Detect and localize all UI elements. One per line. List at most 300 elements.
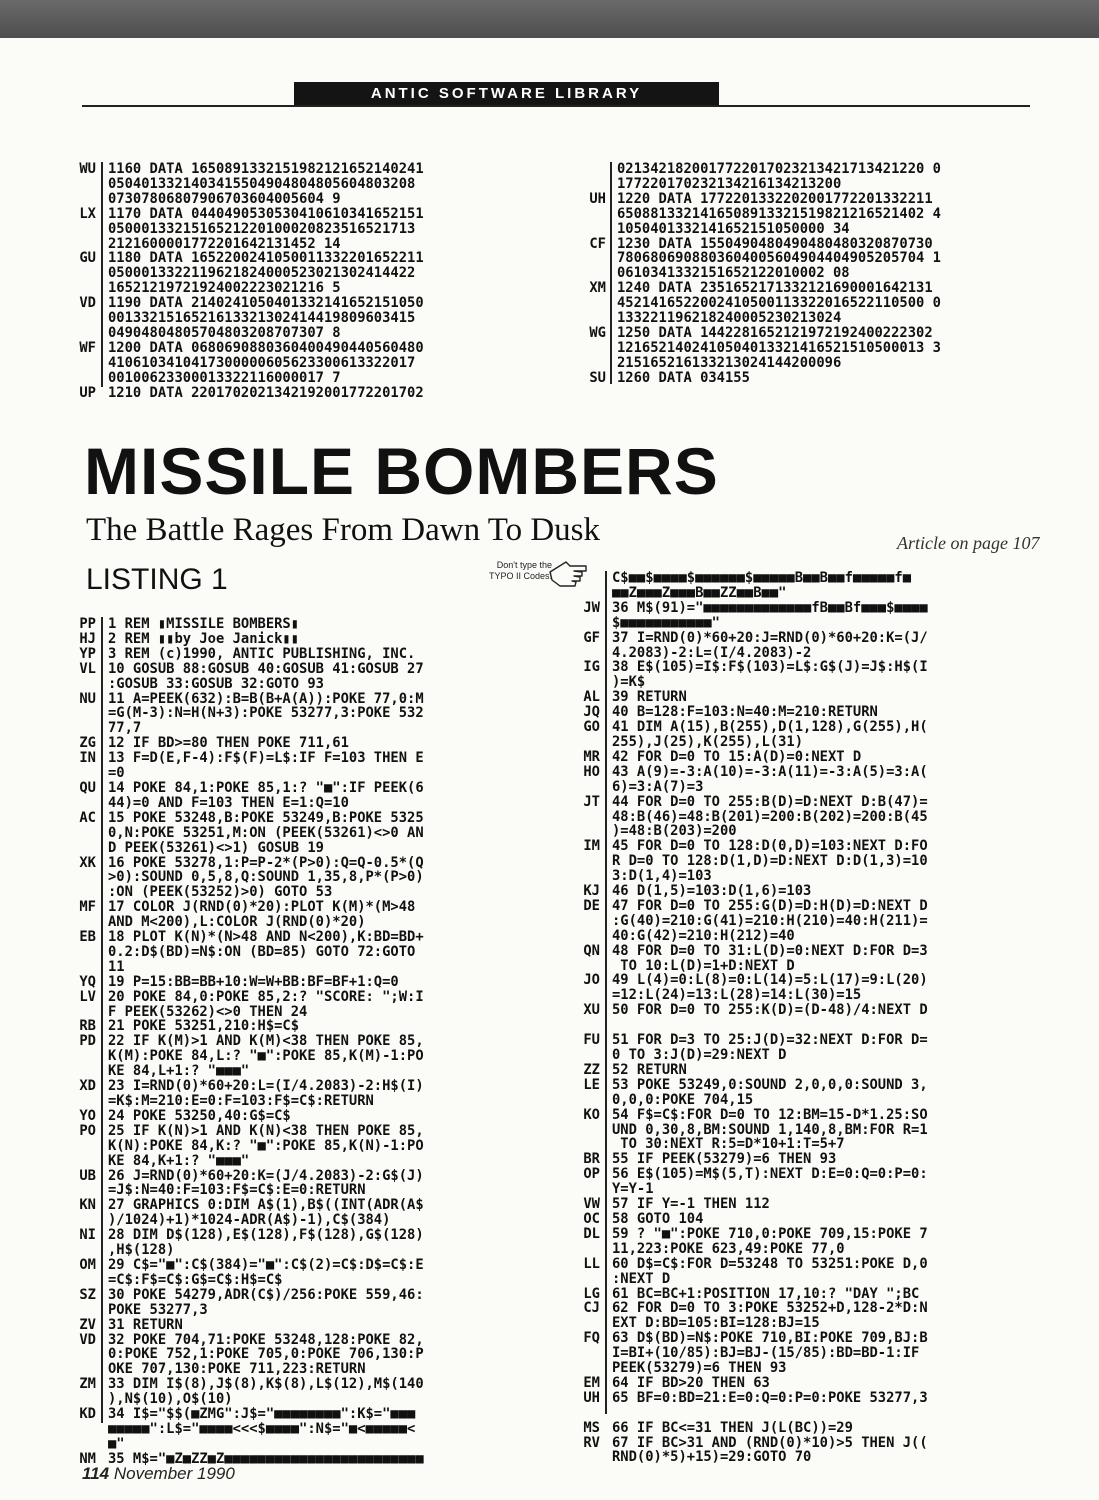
typo-code [56,1213,96,1228]
code-line: 41 DIM A(15),B(255),D(1,128),G(255),H( [612,719,928,736]
typo-code [560,586,600,601]
typo-code [56,1243,96,1258]
code-line: =K$:M=210:E=0:F=103:F$=C$:RETURN [108,1093,374,1109]
typo-code [560,780,600,795]
typo-code: PP [79,616,96,632]
typo-code: MS [583,1419,600,1436]
code-line: =0 [108,765,125,782]
code-line: 60 D$=C$:FOR D=53248 TO 53251:POKE D,0 [612,1255,928,1272]
code-line: 1 REM ▮MISSILE BOMBERS▮ [108,616,300,632]
code-line: 1210 DATA 2201702021342192001772201702 [108,384,424,401]
code-line: OKE 707,130:POKE 711,223:RETURN [108,1361,366,1378]
typo-code [56,841,96,856]
typo-code: OM [79,1256,96,1273]
code-line: >0):SOUND 0,5,8,Q:SOUND 1,35,8,P*(P>0) [108,869,424,886]
code-line: TO 30:NEXT R:5=D*10+1:T=5+7 [612,1136,845,1153]
code-line: 1240 DATA 2351652171332121690001642131 [617,280,933,297]
typo-code: SZ [79,1286,96,1303]
typo-code: VW [583,1196,600,1213]
code-line: 36 M$(91)="■■■■■■■■■■■■■fB■■Bf■■■$■■■■ [612,599,928,616]
code-line: 77,7 [108,720,142,737]
code-line: 33 DIM I$(8),J$(8),K$(8),L$(12),M$(140 [108,1376,424,1393]
article-title: MISSILE BOMBERS [84,434,719,508]
code-line: :G(40)=210:G(41)=210:H(210)=40:H(211)= [612,912,928,929]
code-line: 67 IF BC>31 AND (RND(0)*10)>5 THEN J(( [612,1434,928,1451]
typo-code [56,1303,96,1318]
code-line: 1220 DATA 1772201332202001772201332211 [617,190,933,207]
top-gray-bar [0,0,1099,38]
typo-code [56,281,96,296]
code-line: I=BI+(10/85):BJ=BJ-(15/85):BD=BD-1:IF [612,1345,920,1362]
typo-code: JQ [583,704,600,721]
typo-code: DL [583,1225,600,1242]
code-line: 34 I$="$$(■ZMG":J$="■■■■■■■■":K$="■■■ [108,1406,416,1423]
code-line: =G(M-3):N=H(N+3):POKE 53277,3:POKE 532 [108,705,424,722]
typo-code: KD [79,1406,96,1423]
code-line: 6508813321416508913321519821216521402 4 [617,205,941,222]
typo-code [560,1018,600,1033]
typo-code [56,311,96,326]
typo-code [566,356,606,371]
typo-code: HO [583,763,600,780]
code-line: 04904804805704803208707307 8 [108,324,341,341]
typo-code [56,677,96,692]
typo-code [560,959,600,974]
typo-code: VD [79,1331,96,1348]
typo-code: YO [79,1107,96,1124]
code-line: 29 C$="■":C$(384)="■":C$(2)=C$:D$=C$:E [108,1256,424,1273]
typo-code: JT [583,793,600,810]
code-line: RND(0)*5)+15)=29:GOTO 70 [612,1449,812,1466]
issue-date: November 1990 [113,1464,235,1483]
code-line: D PEEK(53261)<>1) GOSUB 19 [108,839,324,856]
code-line: 0.2:D$(BD)=N$:ON (BD=85) GOTO 72:GOTO [108,943,416,960]
typo-code: YQ [79,973,96,990]
code-line: 44)=0 AND F=103 THEN E=1:Q=10 [108,794,349,811]
code-line: 3 REM (c)1990, ANTIC PUBLISHING, INC. [108,645,416,662]
code-line: ■■Z■■■Z■■■B■■ZZ■■B■■" [612,584,787,601]
page-footer [82,1464,235,1484]
typo-code [566,177,606,192]
code-line: 1180 DATA 1652200241050011332201652211 [108,250,424,267]
code-line: 55 IF PEEK(53279)=6 THEN 93 [612,1151,837,1168]
code-line: 37 I=RND(0)*60+20:J=RND(0)*60+20:K=(J/ [612,629,928,646]
typo-code: MF [79,899,96,916]
typo-code: WG [589,324,606,341]
typo-code [56,326,96,341]
code-line: 12 IF BD>=80 THEN POKE 711,61 [108,735,349,752]
code-line: =12:L(24)=13:L(28)=14:L(30)=15 [612,987,862,1004]
typo-code [566,341,606,356]
code-line: 48 FOR D=0 TO 31:L(D)=0:NEXT D:FOR D=3 [612,942,928,959]
code-line: 00100623300013322116000017 7 [108,369,341,386]
code-line: $■■■■■■■■■■■" [612,614,720,631]
code-line: 1160 DATA 1650891332151982121652140241 [108,161,424,177]
typo-code: GU [79,250,96,267]
code-line: 1170 DATA 0440490530530410610341652151 [108,205,424,222]
typo-code: OP [583,1166,600,1183]
typo-codes-top-left [56,162,96,401]
code-line: 63 D$(BD)=N$:POKE 710,BI:POKE 709,BJ:B [612,1330,928,1347]
typo-code: KJ [583,883,600,900]
typo-code: KN [79,1197,96,1214]
code-line: 1260 DATA 034155 [617,369,750,386]
typo-code: GF [583,629,600,646]
code-line: 0:POKE 752,1:POKE 705,0:POKE 706,130:P [108,1346,424,1363]
code-line: ,H$(128) [108,1242,175,1259]
typo-code [56,1139,96,1154]
typo-code: WU [79,161,96,177]
typo-code: WF [79,339,96,356]
typo-code: YP [79,645,96,662]
code-line: 19 P=15:BB=BB+10:W=W+BB:BF=BF+1:Q=0 [108,973,399,990]
typo-code: VL [79,660,96,677]
code-line: 215165216133213024144200096 [617,354,842,371]
code-line: 14 POKE 84,1:POKE 85,1:? "■":IF PEEK(6 [108,779,424,796]
article-page-reference: Article on page 107 [897,533,1040,553]
typo-code: VD [79,295,96,312]
code-line: R D=0 TO 128:D(1,D)=D:NEXT D:D(1,3)=10 [612,853,928,870]
code-line: 15 POKE 53248,B:POKE 53249,B:POKE 5325 [108,809,424,826]
basic-listing-left [108,617,424,1467]
typo-code: LX [79,205,96,222]
typo-code: ZM [79,1376,96,1393]
code-line: EXT D:BD=105:BI=128:BJ=15 [612,1315,820,1332]
typo-code [560,1361,600,1376]
basic-listing-right [612,571,928,1465]
code-line: 0500013321516521220100020823516521713 [108,220,416,237]
typo-code [560,914,600,929]
article-subtitle: The Battle Rages From Dawn To Dusk [86,512,601,548]
code-line: 1230 DATA 1550490480490480480320870730 [617,235,933,252]
code-line: 21 POKE 53251,210:H$=C$ [108,1018,300,1035]
code-line: 56 E$(105)=M$(5,T):NEXT D:E=0:Q=0:P=0: [612,1166,928,1183]
code-line: 44 FOR D=0 TO 255:B(D)=D:NEXT D:B(47)= [612,793,928,810]
code-line: =C$:F$=C$:G$=C$:H$=C$ [108,1271,283,1288]
typo-code [560,616,600,631]
code-line: :ON (PEEK(53252)>0) GOTO 53 [108,884,333,901]
code-line: 7806806908803604005604904404905205704 1 [617,250,941,267]
header-rule [82,105,1030,107]
typo-codes-listing-left [56,617,96,1467]
code-line: 42 FOR D=0 TO 15:A(D)=0:NEXT D [612,748,862,765]
typo-code [560,1048,600,1063]
typo-code [560,675,600,690]
typo-code [56,870,96,885]
code-line: 38 E$(105)=I$:F$(103)=L$:G$(J)=J$:H$(I [612,659,928,676]
typo-code: AL [583,689,600,706]
code-line: )=48:B(203)=200 [612,823,737,840]
code-line: 11 A=PEEK(632):B=B(B+A(A)):POKE 77,0:M [108,690,424,707]
typo-code [560,869,600,884]
typo-code [560,646,600,661]
code-line [612,1406,928,1421]
code-line: 28 DIM D$(128),E$(128),F$(128),G$(128) [108,1227,424,1244]
code-line: :GOSUB 33:GOSUB 32:GOTO 93 [108,675,324,692]
typo-code [560,810,600,825]
code-line: 31 RETURN [108,1316,183,1333]
typo-code: FQ [583,1330,600,1347]
typo-code [566,311,606,326]
code-line: 4.2083)-2:L=(I/4.2083)-2 [612,644,812,661]
code-line: 45 FOR D=0 TO 128:D(0,D)=103:NEXT D:FO [612,838,928,855]
section-banner: ANTIC SOFTWARE LIBRARY [294,82,719,106]
typo-code: PD [79,1033,96,1050]
code-line: 0,0,0:POKE 704,15 [612,1091,754,1108]
code-line: 66 IF BC<=31 THEN J(L(BC))=29 [612,1419,853,1436]
code-divider [101,617,103,1423]
typo-code: JW [583,599,600,616]
typo-code [566,207,606,222]
typo-code: ZV [79,1316,96,1333]
code-line: 0,N:POKE 53251,M:ON (PEEK(53261)<>0 AN [108,824,424,841]
typo-code: OC [583,1210,600,1227]
code-line: 0610341332151652122010002 08 [617,265,850,282]
typo-code [560,824,600,839]
code-line: TO 10:L(D)=1+D:NEXT D [612,957,795,974]
typo-code: UB [79,1167,96,1184]
code-line: KE 84,K+1:? "■■■" [108,1152,250,1169]
code-line: 32 POKE 704,71:POKE 53248,128:POKE 82, [108,1331,424,1348]
typo-code [560,1450,600,1465]
typo-code [56,796,96,811]
typo-code [56,706,96,721]
typo-code: AC [79,809,96,826]
typo-code: XD [79,1078,96,1095]
code-line: 65 BF=0:BD=21:E=0:Q=0:P=0:POKE 53277,3 [612,1389,928,1406]
typo-code: UH [583,1389,600,1406]
code-line: 53 POKE 53249,0:SOUND 2,0,0,0:SOUND 3, [612,1076,928,1093]
code-line: )/1024)+1)*1024-ADR(A$)-1),C$(384) [108,1212,391,1229]
code-line: POKE 53277,3 [108,1301,208,1318]
code-line: 11,223:POKE 623,49:POKE 77,0 [612,1240,845,1257]
code-line: :NEXT D [612,1270,671,1287]
code-line: 255),J(25),K(255),L(31) [612,733,804,750]
page-number: 114 [82,1464,110,1483]
code-line: 1190 DATA 2140241050401332141652151050 [108,295,424,312]
typo-code: LV [79,988,96,1005]
code-line: 11 [108,958,125,975]
typo-code [56,960,96,975]
typo-code: LG [583,1285,600,1302]
code-line: 64 IF BD>20 THEN 63 [612,1374,770,1391]
typo-codes-top-right [566,162,606,386]
code-line: PEEK(53279)=6 THEN 93 [612,1360,787,1377]
typo-code [56,1392,96,1407]
code-line: 20 POKE 84,0:POKE 85,2:? "SCORE: ";W:I [108,988,424,1005]
typo-code: XU [583,1002,600,1019]
typo-code [56,915,96,930]
code-line: 07307806807906703604005604 9 [108,190,341,207]
typo-code [566,266,606,281]
typo-code [56,1273,96,1288]
data-listing-top-right [617,162,941,386]
typo-code [56,1094,96,1109]
typo-code [56,1362,96,1377]
typo-code: CF [589,235,606,252]
typo-code: UH [589,190,606,207]
typo-code [560,1137,600,1152]
typo-code [56,356,96,371]
code-line: Y=Y-1 [612,1181,654,1198]
code-line: ■■■■■":L$="■■■■<<<$■■■■":N$="■<■■■■■< [108,1420,416,1437]
typo-code: EB [79,929,96,946]
code-line: 177220170232134216134213200 [617,175,842,192]
code-line: 58 GOTO 104 [612,1210,704,1227]
typo-code [56,1437,96,1452]
code-line: 10 GOSUB 88:GOSUB 40:GOSUB 41:GOSUB 27 [108,660,424,677]
typo-code [56,945,96,960]
code-line: 1200 DATA 0680690880360400490440560480 [108,339,424,356]
code-line: 16 POKE 53278,1:P=P-2*(P>0):Q=Q-0.5*(Q [108,854,424,871]
typo-code [560,1242,600,1257]
code-line: 54 F$=C$:FOR D=0 TO 12:BM=15-D*1.25:SO [612,1106,928,1123]
typo-code [560,1093,600,1108]
code-line: =J$:N=40:F=103:F$=C$:E=0:RETURN [108,1182,366,1199]
typo-code [56,1049,96,1064]
code-line: AND M<200),L:COLOR J(RND(0)*20) [108,914,366,931]
code-line: 50 FOR D=0 TO 255:K(D)=(D-48)/4:NEXT D [612,1002,928,1019]
code-line: 62 FOR D=0 TO 3:POKE 53252+D,128-2*D:N [612,1300,928,1317]
listing-label: LISTING 1 [86,563,228,596]
typo-code: IG [583,659,600,676]
code-line: 13 F=D(E,F-4):F$(F)=L$:IF F=103 THEN E [108,750,424,767]
typo-code: BR [583,1151,600,1168]
code-line: 0 TO 3:J(D)=29:NEXT D [612,1047,787,1063]
typo-code [560,1346,600,1361]
code-line: 24 POKE 53250,40:G$=C$ [108,1107,291,1124]
typo-code: EM [583,1374,600,1391]
typo-code [56,192,96,207]
code-line: 52 RETURN [612,1061,687,1078]
typo-code: ZZ [583,1061,600,1078]
code-line: 61 BC=BC+1:POSITION 17,10:? "DAY ";BC [612,1285,920,1302]
typo-code: ZG [79,735,96,752]
typo-code [560,735,600,750]
code-line: 35 M$="■Z■ZZ■Z■■■■■■■■■■■■■■■■■■■■■■■■ [108,1450,424,1467]
code-line: 27 GRAPHICS 0:DIM A$(1),B$((INT(ADR(A$ [108,1197,424,1214]
code-line: F PEEK(53262)<>0 THEN 24 [108,1003,308,1020]
typo-code: QN [583,942,600,959]
code-line: 6)=3:A(7)=3 [612,778,704,795]
typo-code [56,1347,96,1362]
code-line: 1216521402410504013321416521510500013 3 [617,339,941,356]
code-line: 0504013321403415504904804805604803208 [108,175,416,192]
typo-code [56,826,96,841]
typo-code: DE [583,897,600,914]
code-line: 1050401332141652151050000 34 [617,220,850,237]
data-listing-top-left [108,162,424,401]
typo-code [56,1422,96,1437]
code-line: )=K$ [612,674,646,691]
code-line: 30 POKE 54279,ADR(C$)/256:POKE 559,46: [108,1286,424,1303]
typo-code [56,1154,96,1169]
code-line: 51 FOR D=3 TO 25:J(D)=32:NEXT D:FOR D= [612,1032,928,1049]
typo-code: LL [583,1255,600,1272]
code-line: K(M):POKE 84,L:? "■":POKE 85,K(M)-1:PO [108,1048,424,1065]
code-line: 40 B=128:F=103:N=40:M=210:RETURN [612,704,878,721]
typo-code: SU [589,369,606,386]
typo-code [56,885,96,900]
typo-code [56,177,96,192]
code-line: 0213421820017722017023213421713421220 0 [617,161,941,177]
code-line: 48:B(46)=48:B(201)=200:B(202)=200:B(45 [612,808,928,825]
typo-code [56,371,96,386]
code-line: 39 RETURN [612,689,687,706]
typo-code: UP [79,384,96,401]
code-line: 57 IF Y=-1 THEN 112 [612,1196,770,1213]
typo-code [566,296,606,311]
code-line: 1250 DATA 1442281652121972192400222302 [617,324,933,341]
typo-code [56,766,96,781]
code-line: 43 A(9)=-3:A(10)=-3:A(11)=-3:A(5)=3:A( [612,763,928,780]
typo-code: XM [589,280,606,297]
code-line: 18 PLOT K(N)*(N>48 AND N<200),K:BD=BD+ [108,929,424,946]
typo-code [560,1182,600,1197]
code-line: 2 REM ▮▮by Joe Janick▮▮ [108,630,300,647]
typo-code: RB [79,1018,96,1035]
typo-code: IM [583,838,600,855]
typo-code [56,1064,96,1079]
code-line: 16521219721924002223021216 5 [108,280,341,297]
code-line: 4106103410417300000605623300613322017 [108,354,416,371]
code-line: ■" [108,1435,125,1452]
typo-code: NI [79,1227,96,1244]
code-divider [101,162,103,387]
code-line: 47 FOR D=0 TO 255:G(D)=D:H(D)=D:NEXT D [612,897,928,914]
code-line: 2121600001772201642131452 14 [108,235,341,252]
typo-note: Don't type the TYPO II Codes! [488,560,552,581]
code-line: 59 ? "■":POKE 710,0:POKE 709,15:POKE 7 [612,1225,928,1242]
code-line [612,1018,928,1033]
typo-code [56,222,96,237]
code-line: 17 COLOR J(RND(0)*20):PLOT K(M)*(M>48 [108,899,416,916]
typo-code: HJ [79,630,96,647]
typo-code: IN [79,750,96,767]
typo-code: NM [79,1450,96,1467]
typo-code [560,929,600,944]
typo-code: FU [583,1032,600,1049]
typo-codes-listing-right [560,571,600,1465]
code-line: 49 L(4)=0:L(8)=0:L(14)=5:L(17)=9:L(20) [612,972,928,989]
typo-code [56,1005,96,1020]
code-line: 133221196218240005230213024 [617,310,842,327]
typo-code [560,1123,600,1138]
code-line: ),N$(10),O$(10) [108,1391,233,1408]
typo-code [56,721,96,736]
typo-code [560,988,600,1003]
typo-code [566,251,606,266]
code-line: 3:D(1,4)=103 [612,868,712,885]
code-line: 22 IF K(M)>1 AND K(M)<38 THEN POKE 85, [108,1033,424,1050]
code-line: 0500013322119621824000523021302414422 [108,265,416,282]
typo-code [566,162,606,177]
typo-code [560,1272,600,1287]
code-line: KE 84,L+1:? "■■■" [108,1063,250,1080]
code-divider [610,162,612,384]
code-line: UND 0,30,8,BM:SOUND 1,140,8,BM:FOR R=1 [612,1121,928,1138]
typo-code: PO [79,1122,96,1139]
typo-code [560,1406,600,1421]
typo-code [56,266,96,281]
code-line: 40:G(42)=210:H(212)=40 [612,927,795,944]
typo-code: QU [79,779,96,796]
typo-code [560,854,600,869]
code-line: C$■■$■■■■$■■■■■■$■■■■■B■■B■■f■■■■■f■ [612,570,912,586]
typo-code: CJ [583,1300,600,1317]
code-line: K(N):POKE 84,K:? "■":POKE 85,K(N)-1:PO [108,1137,424,1154]
code-line: 23 I=RND(0)*60+20:L=(I/4.2083)-2:H$(I) [108,1078,424,1095]
